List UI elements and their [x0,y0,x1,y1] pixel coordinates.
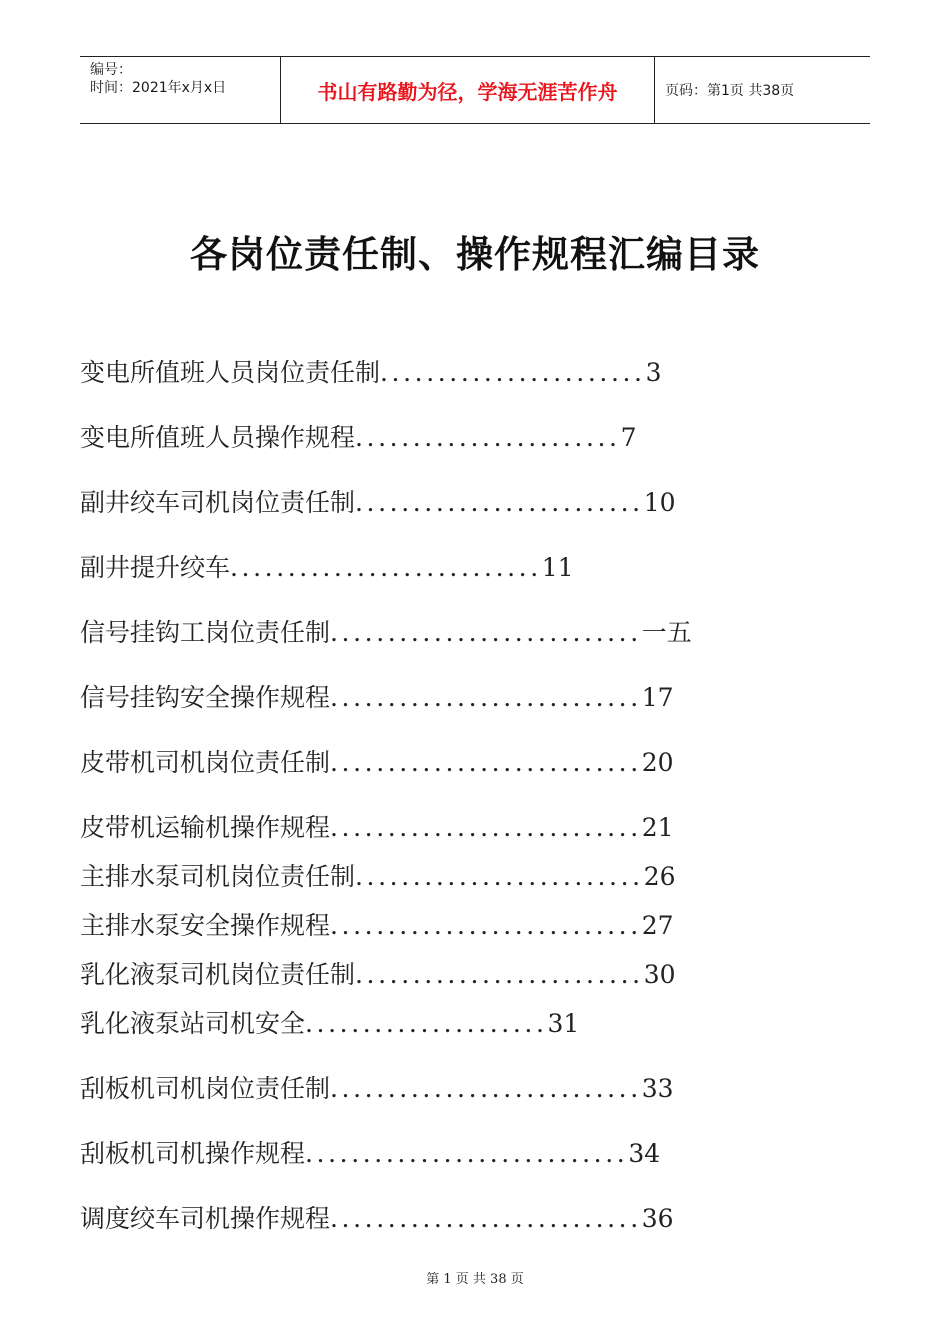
doc-time-label: 时间：2021年x月x日 [90,80,227,96]
toc-entry-page-number: 21 [641,813,674,842]
toc-entry-leader-dots: ....................... [355,423,621,452]
toc-entry-leader-dots: ........................... [330,1074,642,1103]
toc-entry-title: 刮板机司机操作规程 [80,1139,306,1168]
toc-entry-leader-dots: ........................... [230,553,542,582]
toc-entry-page-number: 26 [643,862,676,891]
header-motto: 书山有路勤为径，学海无涯苦作舟 [281,57,655,123]
toc-entry-title: 副井绞车司机岗位责任制 [80,488,356,517]
toc-entry-page-number: 17 [641,683,674,712]
document-title: 各岗位责任制、操作规程汇编目录 [190,233,760,276]
toc-entry-title: 信号挂钩安全操作规程 [80,683,331,712]
toc-entry-page-number: 11 [541,553,574,582]
toc-entry[interactable] [80,909,674,943]
toc-entry-leader-dots: ........................... [330,748,642,777]
toc-entry-leader-dots: ......................... [355,960,644,989]
toc-entry-title: 信号挂钩工岗位责任制 [80,618,331,647]
toc-entry-leader-dots: ..................... [305,1009,548,1038]
toc-entry[interactable] [80,486,676,520]
header-meta [80,57,281,123]
toc-entry[interactable] [80,616,692,650]
toc-entry-leader-dots: ....................... [380,358,646,387]
toc-entry[interactable] [80,1137,660,1171]
toc-entry[interactable] [80,811,674,845]
toc-entry-page-number: 36 [641,1204,674,1233]
toc-entry-leader-dots: ........................... [330,1204,642,1233]
toc-entry-page-number: 33 [641,1074,674,1103]
toc-entry[interactable] [80,746,674,780]
toc-entry[interactable] [80,356,662,390]
toc-entry-title: 乳化液泵站司机安全 [80,1009,306,1038]
toc-entry-title: 皮带机司机岗位责任制 [80,748,331,777]
toc-entry-leader-dots: ........................... [330,618,642,647]
toc-entry-title: 皮带机运输机操作规程 [80,813,331,842]
toc-entry-title: 调度绞车司机操作规程 [80,1204,331,1233]
toc-entry[interactable] [80,1072,674,1106]
toc-entry-title: 变电所值班人员岗位责任制 [80,358,381,387]
toc-entry-page-number: 20 [641,748,674,777]
toc-entry[interactable] [80,681,674,715]
toc-entry-leader-dots: ......................... [355,488,644,517]
toc-entry-title: 主排水泵司机岗位责任制 [80,862,356,891]
toc-entry[interactable] [80,551,574,585]
toc-entry[interactable] [80,1007,579,1041]
toc-entry-title: 主排水泵安全操作规程 [80,911,331,940]
toc-entry-title: 变电所值班人员操作规程 [80,423,356,452]
toc-entry[interactable] [80,421,637,455]
toc-entry-title: 乳化液泵司机岗位责任制 [80,960,356,989]
toc-entry-page-number: 34 [628,1139,661,1168]
toc-entry-title: 刮板机司机岗位责任制 [80,1074,331,1103]
header-page-code: 页码：第1页 共38页 [665,83,795,99]
toc-entry[interactable] [80,860,676,894]
toc-entry-leader-dots: ............................ [305,1139,629,1168]
doc-number-label: 编号： [90,62,132,78]
toc-entry-leader-dots: ........................... [330,911,642,940]
page-footer: 第 1 页 共 38 页 [426,1272,524,1287]
toc-entry-page-number: 7 [620,423,637,452]
toc-entry-page-number: 31 [547,1009,580,1038]
page-header [80,56,870,124]
toc-entry-page-number: 一五 [641,618,692,647]
toc-entry-title: 副井提升绞车 [80,553,231,582]
toc-entry-page-number: 10 [643,488,676,517]
toc-entry-leader-dots: ......................... [355,862,644,891]
toc-entry-leader-dots: ........................... [330,813,642,842]
toc-entry-leader-dots: ........................... [330,683,642,712]
toc-entry-page-number: 3 [645,358,662,387]
toc-entry-page-number: 27 [641,911,674,940]
toc-entry-page-number: 30 [643,960,676,989]
toc-entry[interactable] [80,958,676,992]
toc-entry[interactable] [80,1202,674,1236]
